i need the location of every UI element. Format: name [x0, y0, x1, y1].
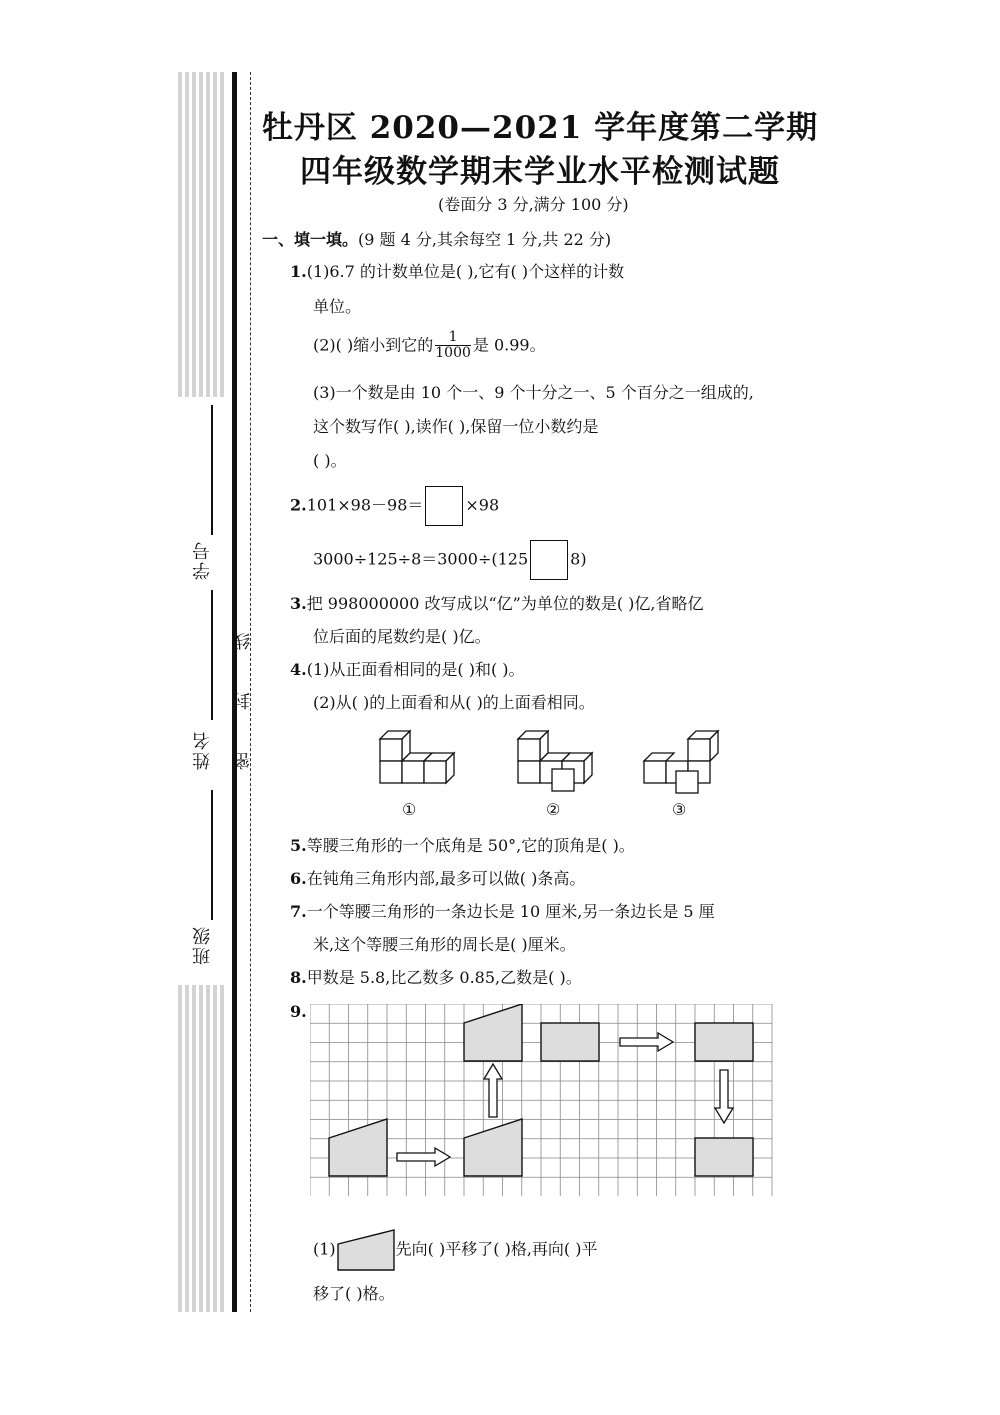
q6-line [290, 869, 585, 888]
trapezoid-right [464, 1119, 522, 1176]
q9-sub1-text: 先向( )平移了( )格,再向( )平 [395, 1239, 598, 1259]
q1-p1a [290, 262, 624, 281]
q1-frac-top: 1 [435, 330, 471, 346]
arrow-up [484, 1064, 502, 1117]
q4-cube-figures [370, 725, 760, 797]
student-id-underline-2 [211, 590, 213, 720]
q5-text: 等腰三角形的一个底角是 50°,它的顶角是( )。 [306, 836, 635, 855]
q9-grid-figure [310, 1004, 774, 1196]
student-id-label: 学号 [192, 540, 213, 580]
q2-line1b: ×98 [465, 495, 500, 515]
page-title-line1: 牡丹区 2020—2021 学年度第二学期 [261, 110, 819, 146]
name-underline [211, 790, 213, 920]
q7-line1 [290, 902, 715, 921]
q8-line [290, 968, 582, 987]
q1-num: 1. [290, 262, 307, 281]
score-note: (卷面分 3 分,满分 100 分) [438, 195, 629, 214]
q1-p2b-text: 是 0.99。 [472, 335, 546, 355]
cube-figure-3 [644, 731, 718, 793]
section1-heading-note: (9 题 4 分,其余每空 1 分,共 22 分) [358, 230, 612, 249]
trapezoid-up [464, 1004, 522, 1061]
q9-sub1-line2: 移了( )格。 [313, 1284, 395, 1303]
q3-line2: 位后面的尾数约是( )亿。 [313, 627, 491, 646]
q2-answer-box-2[interactable] [530, 540, 568, 580]
section1-heading-row [262, 230, 611, 249]
q1-p3b: 这个数写作( ),读作( ),保留一位小数约是 [313, 417, 599, 436]
q4-line1 [290, 660, 525, 679]
q3-line1 [290, 594, 704, 613]
q2-line1 [290, 486, 499, 526]
q7-num: 7. [290, 902, 307, 921]
arrow-right-1 [397, 1148, 450, 1166]
q1-p2a-text: (2)( )缩小到它的 [313, 335, 434, 355]
seal-line-char: 线 [232, 630, 253, 650]
q9-sub1-prefix: (1) [313, 1239, 336, 1259]
q2-num: 2. [290, 495, 307, 515]
cube-label-1: ① [402, 800, 417, 819]
q9-sub1 [313, 1228, 597, 1272]
cube-label-3: ③ [672, 800, 687, 819]
q6-num: 6. [290, 869, 307, 888]
q4-line1-text: (1)从正面看相同的是( )和( )。 [306, 660, 525, 679]
q5-num: 5. [290, 836, 307, 855]
name-label: 姓名 [192, 730, 213, 770]
q9-num-wrap [290, 1002, 307, 1021]
q1-p3a: (3)一个数是由 10 个一、9 个十分之一、5 个百分之一组成的, [313, 383, 754, 402]
cube-label-2: ② [546, 800, 561, 819]
q2-answer-box-1[interactable] [425, 486, 463, 526]
q1-fraction [435, 330, 471, 362]
q4-num: 4. [290, 660, 307, 679]
q7-line2: 米,这个等腰三角形的周长是( )厘米。 [313, 935, 576, 954]
q2-line2a: 3000÷125÷8＝3000÷(125 [313, 549, 529, 569]
q5-line [290, 836, 635, 855]
arrow-right-2 [620, 1033, 673, 1051]
q4-line2: (2)从( )的上面看和从( )的上面看相同。 [313, 693, 595, 712]
q1-p3c: ( )。 [313, 451, 347, 470]
rectangle-1 [541, 1023, 599, 1061]
rectangle-3 [695, 1138, 753, 1176]
q3-line1-text: 把 998000000 改写成以“亿”为单位的数是( )亿,省略亿 [306, 594, 704, 613]
trapezoid-icon [336, 1228, 396, 1272]
class-label: 班级 [192, 925, 213, 965]
q1-frac-bottom: 1000 [435, 345, 471, 362]
sidebar-stripe-bottom [178, 985, 226, 1312]
q1-p1a-text: (1)6.7 的计数单位是( ),它有( )个这样的计数 [306, 262, 625, 281]
q3-num: 3. [290, 594, 307, 613]
q7-line1-text: 一个等腰三角形的一条边长是 10 厘米,另一条边长是 5 厘 [306, 902, 715, 921]
section1-heading: 一、填一填。 [262, 230, 359, 249]
trapezoid-start [329, 1119, 387, 1176]
seal-secret-char: 密 [232, 750, 253, 770]
q6-text: 在钝角三角形内部,最多可以做( )条高。 [306, 869, 586, 888]
q1-p1b: 单位。 [313, 297, 362, 316]
q2-line2b: 8) [570, 549, 587, 569]
student-id-underline [211, 405, 213, 535]
q1-p2 [313, 330, 546, 362]
rectangle-2 [695, 1023, 753, 1061]
seal-seal-char: 封 [232, 690, 253, 710]
q2-line2 [313, 540, 587, 580]
cube-figure-2 [518, 731, 592, 791]
page-title-line2: 四年级数学期末学业水平检测试题 [300, 154, 780, 190]
sidebar-stripe-top [178, 72, 226, 397]
cube-figure-1 [380, 731, 454, 783]
q2-line1a: 101×98－98＝ [306, 495, 424, 515]
q9-num: 9. [290, 1002, 307, 1021]
q8-text: 甲数是 5.8,比乙数多 0.85,乙数是( )。 [306, 968, 582, 987]
arrow-down [715, 1070, 733, 1123]
q8-num: 8. [290, 968, 307, 987]
